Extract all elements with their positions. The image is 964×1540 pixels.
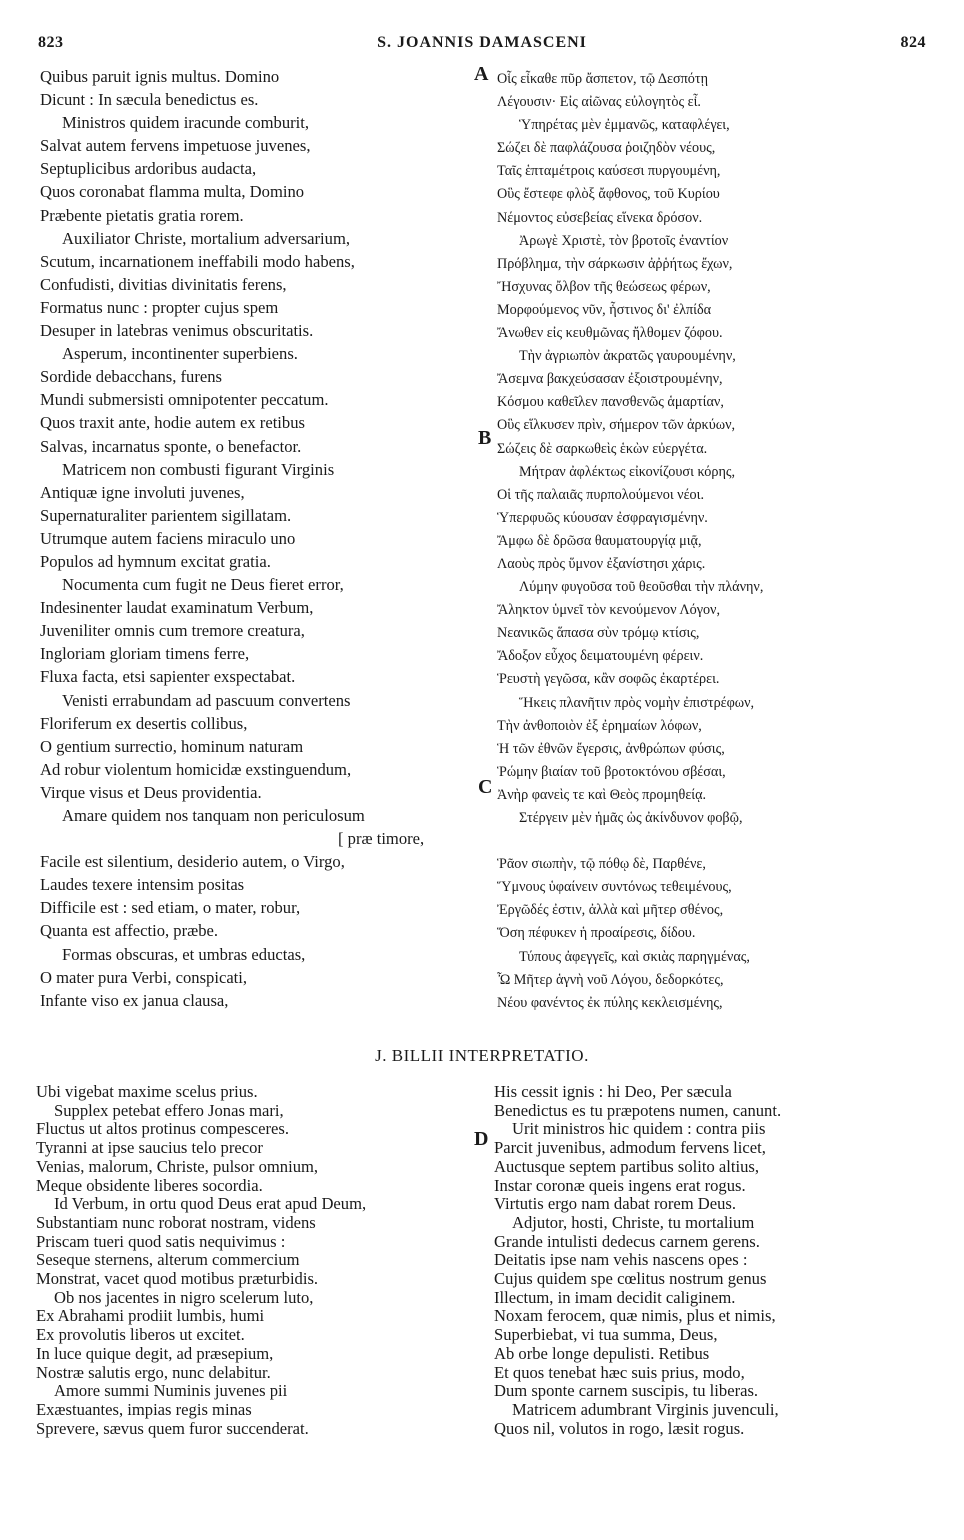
section-title: J. BILLII INTERPRETATIO. [375, 1046, 589, 1065]
interpretation-line: Ob nos jacentes in nigro scelerum luto, [54, 1287, 314, 1307]
interpretation-line: Instar coronæ queis ingens erat rogus. [494, 1175, 746, 1195]
interpretation-line: Substantiam nunc roborat nostram, videns [36, 1212, 316, 1232]
interpretation-line: Ex Abrahami prodiit lumbis, humi [36, 1306, 265, 1326]
latin-verse-line: Dicunt : In sæcula benedictus es. [40, 90, 259, 110]
margin-letter-d: D [474, 1128, 489, 1150]
interpretation-line: Deitatis ipse nam vehis nascens opes : [494, 1250, 748, 1270]
latin-verse-line: Venisti errabundam ad pascuum convertens [62, 690, 351, 710]
greek-verse-line: Ἥκεις πλανῆτιν πρὸς νομὴν ἐπιστρέφων, [519, 694, 755, 711]
greek-verse-line: Κόσμου καθεῖλεν πανσθενῶς ἁμαρτίαν, [497, 394, 724, 411]
interpretation-line: Supplex petebat effero Jonas mari, [54, 1100, 284, 1120]
interpretation-line: Adjutor, hosti, Christe, tu mortalium [512, 1212, 755, 1232]
interpretation-line: Grande intulisti dedecus carnem gerens. [494, 1231, 760, 1251]
interpretation-line: Exæstuantes, impias regis minas [36, 1399, 252, 1419]
greek-verse-line: Λύμην φυγοῦσα τοῦ θεοῦσθαι τὴν πλάνην, [519, 579, 764, 596]
greek-verse-line: Μήτραν ἀφλέκτως εἰκονίζουσι κόρης, [519, 463, 736, 480]
greek-verse-line: Οἷς εἶκαθε πῦρ ἄσπετον, τῷ Δεσπότῃ [497, 71, 708, 87]
greek-verse-line: Ὅση πέφυκεν ἡ προαίρεσις, δίδου. [497, 925, 696, 942]
interpretation-line: His cessit ignis : hi Deo, Per sæcula [494, 1082, 732, 1101]
greek-verse-line: Λέγουσιν· Εἰς αἰῶνας εὐλογητὸς εἶ. [497, 94, 701, 111]
latin-verse-line: Facile est silentium, desiderio autem, o Virgo, [40, 852, 345, 872]
interpretation-line: Quos nil, volutos in rogo, læsit rogus. [494, 1418, 745, 1438]
interpretation-line: In luce quique degit, ad præsepium, [36, 1343, 274, 1363]
greek-verse-line: Νέμοντος εὐσεβείας εἵνεκα δρόσον. [497, 209, 703, 226]
interpretation-line: Et quos tenebat hæc suis prius, modo, [494, 1362, 745, 1382]
latin-verse-line: Difficile est : sed etiam, o mater, robur, [40, 898, 301, 918]
greek-verse-column [497, 68, 763, 1015]
interpretation-line: Ubi vigebat maxime scelus prius. [36, 1082, 258, 1101]
interpretation-line: Auctusque septem partibus solito altius, [494, 1156, 760, 1176]
greek-verse-line: Οὓς ἔστεφε φλὸξ ἄφθονος, τοῦ Κυρίου [497, 186, 720, 203]
latin-verse-line: Quibus paruit ignis multus. Domino [40, 67, 280, 86]
greek-verse-line: Ὦ Μῆτερ ἁγνὴ νοῦ Λόγου, δεδορκότες, [497, 971, 724, 988]
interpretation-line: Fluctus ut altos protinus compesceres. [36, 1119, 290, 1139]
greek-verse-line: Ῥώμην βιαίαν τοῦ βροτοκτόνου σβέσαι, [497, 763, 726, 780]
greek-verse-line: Πρόβλημα, τὴν σάρκωσιν ἀῤῥήτως ἔχων, [497, 255, 733, 272]
latin-verse-line: Antiquæ igne involuti juvenes, [40, 482, 245, 502]
greek-verse-line: Σώζει δὲ παφλάζουσα ῥοιζηδὸν νέους, [497, 140, 716, 157]
interpretation-line: Ab orbe longe depulisti. Retibus [494, 1343, 710, 1363]
greek-verse-line: Μορφούμενος νῦν, ἧστινος δι' ἐλπίδα [497, 301, 712, 318]
greek-verse-line: Ῥᾶον σιωπὴν, τῷ πόθῳ δὲ, Παρθένε, [497, 856, 706, 873]
running-title: S. JOANNIS DAMASCENI [377, 34, 587, 51]
interpretation-line: Dum sponte carnem suscipis, tu liberas. [494, 1381, 759, 1401]
latin-verse-line: Septuplicibus ardoribus audacta, [40, 159, 257, 179]
latin-verse-line: Ad robur violentum homicidæ exstinguendum, [40, 759, 352, 779]
greek-verse-line: Οὓς εἵλκυσεν πρὶν, σήμερον τῶν ἀρκύων, [497, 417, 736, 434]
greek-verse-line: Ταῖς ἑπταμέτροις καύσεσι πυργουμένη, [497, 163, 721, 180]
margin-letter-c: C [478, 776, 493, 798]
interpretation-line: Ex provolutis liberos ut excitet. [36, 1325, 245, 1345]
interpretation-line: Noxam ferocem, quæ nimis, plus et nimis, [494, 1306, 776, 1326]
latin-verse-column [40, 65, 424, 1012]
interpretation-line: Nostræ salutis ergo, nunc delabitur. [36, 1362, 271, 1382]
interpretation-line: Venias, malorum, Christe, pulsor omnium, [36, 1156, 319, 1176]
interpretation-line: Parcit juvenibus, admodum fervens licet, [494, 1138, 766, 1158]
interpretation-line: Monstrat, vacet quod motibus præturbidis. [36, 1269, 319, 1289]
greek-verse-line: Ἀνὴρ φανεὶς τε καὶ Θεὸς προμηθείᾳ. [497, 786, 707, 803]
greek-verse-line: Ἡ τῶν ἐθνῶν ἔγερσις, ἀνθρώπων φύσις, [497, 740, 725, 757]
greek-verse-line: Τύπους ἀφεγγεῖς, καὶ σκιὰς παρηγμένας, [519, 948, 750, 965]
interpretation-line: Priscam tueri quod satis nequivimus : [36, 1231, 286, 1251]
greek-verse-line: Οἱ τῆς παλαιᾶς πυρπολούμενοι νέοι. [497, 486, 705, 503]
latin-verse-line: Fluxa facta, etsi sapienter exspectabat. [40, 667, 296, 687]
greek-verse-line: Ἐργῶδές ἐστιν, ἀλλὰ καὶ μῆτερ σθένος, [497, 902, 724, 919]
latin-verse-line: Auxiliator Christe, mortalium adversarium, [62, 228, 351, 248]
latin-verse-line: Sordide debacchans, furens [40, 367, 223, 387]
latin-verse-line: Confudisti, divitias divinitatis ferens, [40, 274, 287, 294]
greek-verse-line: Ἄμφω δὲ δρῶσα θαυματουργίᾳ μιᾷ, [497, 532, 702, 549]
latin-verse-line: Indesinenter laudat examinatum Verbum, [40, 598, 314, 618]
interpretation-line: Meque obsidente liberes socordia. [36, 1175, 263, 1195]
latin-verse-line: Salvat autem fervens impetuose juvenes, [40, 136, 311, 156]
greek-verse-line: Ὑπηρέτας μὲν ἐμμανῶς, καταφλέγει, [519, 117, 730, 134]
latin-verse-line: Matricem non combusti figurant Virginis [62, 459, 335, 479]
latin-verse-line: Supernaturaliter parientem sigillatam. [40, 505, 292, 525]
interpretation-line: Urit ministros hic quidem : contra piis [512, 1119, 766, 1139]
interpretation-line: Cujus quidem spe cœlitus nostrum genus [494, 1269, 767, 1289]
greek-verse-line: Ἀρωγὲ Χριστὲ, τὸν βροτοῖς ἐναντίον [519, 232, 729, 249]
latin-verse-line: Præbente pietatis gratia rorem. [40, 205, 244, 225]
greek-verse-line: Νέου φανέντος ἐκ πύλης κεκλεισμένης, [497, 994, 723, 1011]
interpretation-line: Illectum, in imam decidit caliginem. [494, 1287, 736, 1307]
interpretation-left-column [36, 1083, 366, 1438]
interpretation-right-column [494, 1083, 781, 1438]
latin-verse-line: Desuper in latebras venimus obscuritatis. [40, 321, 314, 341]
latin-verse-line: Virque visus et Deus providentia. [40, 782, 262, 802]
greek-verse-line: Τὴν ἀνθοποιὸν ἐξ ἐρημαίων λόφων, [497, 717, 702, 734]
latin-verse-line: Floriferum ex desertis collibus, [40, 713, 248, 733]
greek-verse-line: Λαοὺς πρὸς ὕμνον ἐξανίστησι χάρις. [497, 555, 706, 572]
greek-verse-line [497, 830, 763, 853]
greek-verse-line: Ἤσχυνας ὄλβον τῆς θεώσεως φέρων, [497, 278, 711, 295]
greek-verse-line: Νεανικῶς ἅπασα σὺν τρόμῳ κτίσις, [497, 625, 700, 642]
latin-verse-line: Asperum, incontinenter superbiens. [62, 344, 298, 364]
interpretation-line: Seseque sternens, alterum commercium [36, 1250, 300, 1270]
latin-verse-line: Formas obscuras, et umbras eductas, [62, 944, 306, 964]
latin-verse-line: Formatus nunc : propter cujus spem [40, 297, 279, 317]
latin-verse-line: Ministros quidem iracunde comburit, [62, 113, 310, 133]
latin-verse-line: Quanta est affectio, præbe. [40, 921, 219, 941]
latin-verse-line: Ingloriam gloriam timens ferre, [40, 644, 250, 664]
greek-verse-line: Ἄνωθεν εἰς κευθμῶνας ἤλθομεν ζόφου. [497, 325, 723, 342]
page-number-right: 824 [900, 34, 926, 51]
latin-verse-line: O gentium surrectio, hominum naturam [40, 736, 304, 756]
latin-verse-line: O mater pura Verbi, conspicati, [40, 967, 248, 987]
interpretation-line: Superbiebat, vi tua summa, Deus, [494, 1325, 718, 1345]
greek-verse-line: Στέργειν μὲν ἡμᾶς ὡς ἀκίνδυνον φοβῷ, [519, 810, 743, 826]
latin-verse-line: Laudes texere intensim positas [40, 875, 245, 895]
interpretation-line: Tyranni at ipse saucius telo precor [36, 1138, 263, 1158]
interpretation-line: Virtutis ergo nam dabat rorem Deus. [494, 1194, 737, 1214]
greek-verse-line: Ὑπερφυῶς κύουσαν ἐσφραγισμένην. [497, 509, 708, 526]
latin-verse-line: Quos coronabat flamma multa, Domino [40, 182, 305, 202]
greek-verse-line: Σώζεις δὲ σαρκωθεὶς ἑκὼν εὐεργέτα. [497, 440, 708, 457]
margin-letter-b: B [478, 427, 492, 449]
latin-verse-line: Populos ad hymnum excitat gratia. [40, 551, 271, 571]
latin-verse-line: Amare quidem nos tanquam non periculosum [62, 806, 365, 825]
greek-verse-line: Ὕμνους ὑφαίνειν συντόνως τεθειμένους, [497, 879, 732, 896]
interpretation-line: Sprevere, sævus quem furor succenderat. [36, 1418, 309, 1438]
page-number-left: 823 [38, 34, 64, 51]
latin-verse-line: Scutum, incarnationem ineffabili modo habens, [40, 251, 355, 271]
latin-verse-line: Mundi submersisti omnipotenter peccatum. [40, 390, 329, 410]
latin-verse-line: Quos traxit ante, hodie autem ex retibus [40, 413, 305, 433]
latin-verse-line: [ præ timore, [338, 829, 425, 849]
latin-verse-line: Nocumenta cum fugit ne Deus fieret error, [62, 575, 344, 595]
greek-verse-line: Τὴν ἀγριωπὸν ἀκρατῶς γαυρουμένην, [519, 348, 736, 365]
greek-verse-line: Ἄσεμνα βακχεύσασαν ἐξοιστρουμένην, [497, 371, 723, 388]
latin-verse-line: Juveniliter omnis cum tremore creatura, [40, 621, 305, 641]
greek-verse-line: Ἄδοξον εὖχος δειματουμένη φέρειν. [497, 648, 704, 665]
interpretation-line: Amore summi Numinis juvenes pii [54, 1381, 288, 1401]
latin-verse-line: Utrumque autem faciens miraculo uno [40, 528, 296, 548]
interpretation-line: Id Verbum, in ortu quod Deus erat apud Deum, [54, 1194, 367, 1214]
greek-verse-line: Ῥευστὴ γεγῶσα, κἂν σοφῶς ἐκαρτέρει. [497, 671, 720, 688]
latin-verse-line: Infante viso ex janua clausa, [40, 990, 229, 1010]
interpretation-line: Benedictus es tu præpotens numen, canunt. [494, 1100, 782, 1120]
greek-verse-line: Ἄληκτον ὑμνεῖ τὸν κενούμενον Λόγον, [497, 602, 721, 619]
latin-verse-line: Salvas, incarnatus sponte, o benefactor. [40, 436, 302, 456]
interpretation-line: Matricem adumbrant Virginis juvenculi, [512, 1399, 779, 1419]
margin-letter-a: A [474, 63, 489, 85]
